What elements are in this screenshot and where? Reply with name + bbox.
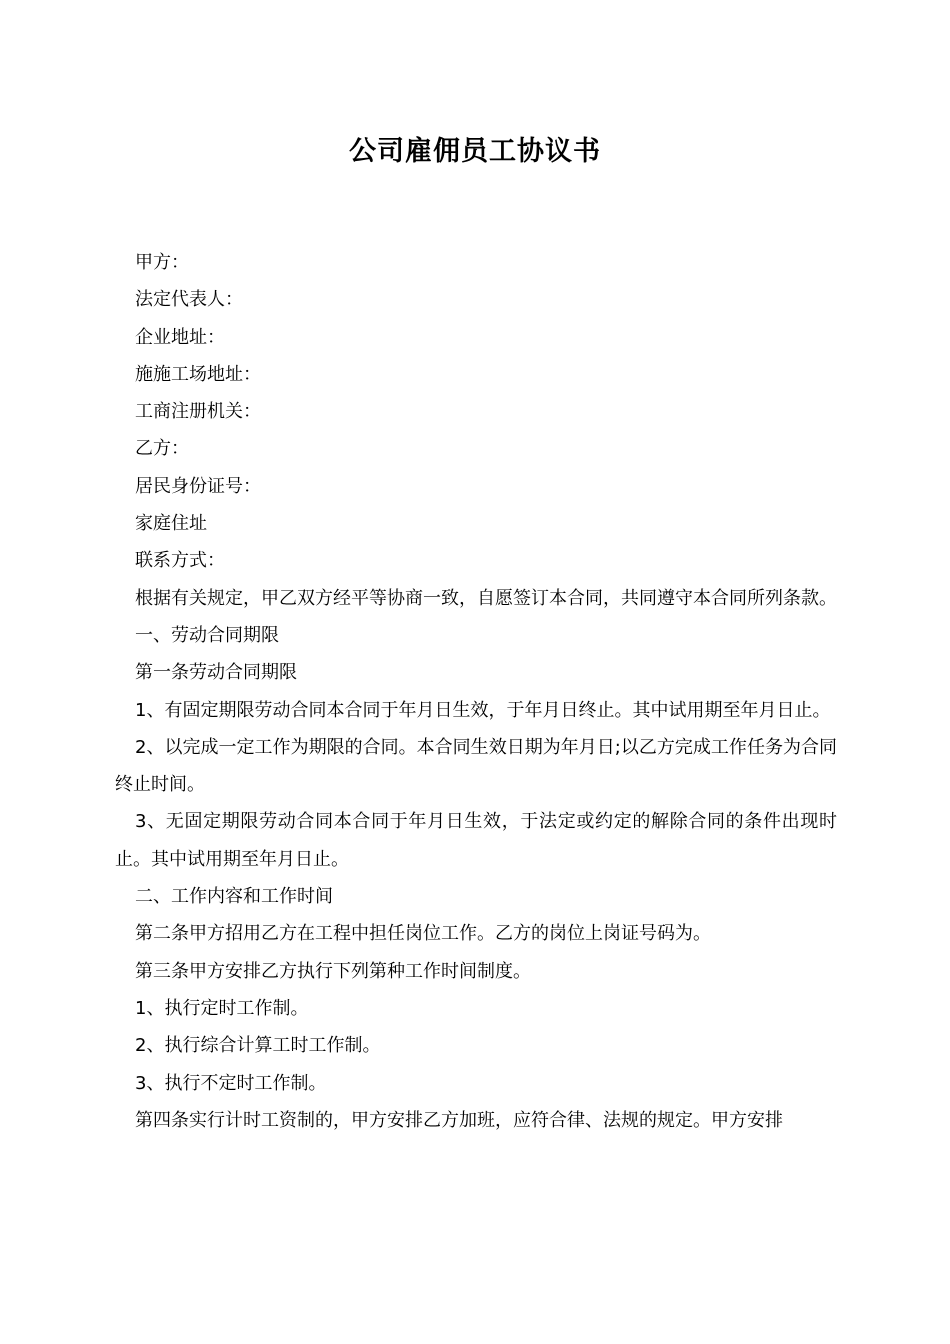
worksite-address-line: 施施工场地址： bbox=[135, 363, 261, 385]
home-address-line: 家庭住址 bbox=[135, 513, 207, 535]
section-heading-1: 一、劳动合同期限 bbox=[135, 624, 279, 646]
article-3-item-1: 1、执行定时工作制。 bbox=[135, 997, 309, 1019]
article-2-paragraph: 第二条甲方招用乙方在工程中担任岗位工作。乙方的岗位上岗证号码为。 bbox=[135, 923, 711, 945]
section-heading-2: 二、工作内容和工作时间 bbox=[135, 886, 333, 908]
contact-line: 联系方式： bbox=[135, 550, 225, 572]
company-address-line: 企业地址： bbox=[135, 326, 225, 348]
party-a-line: 甲方： bbox=[135, 252, 189, 273]
article-4-paragraph: 第四条实行计时工资制的，甲方安排乙方加班，应符合律、法规的规定。甲方安排 bbox=[135, 1109, 783, 1131]
legal-representative-line: 法定代表人： bbox=[135, 289, 243, 311]
document-body bbox=[115, 244, 837, 1139]
article-1-heading: 第一条劳动合同期限 bbox=[135, 662, 297, 684]
article-1-item-3: 3、无固定期限劳动合同本合同于年月日生效，于法定或约定的解除合同的条件出现时止。其中试用期至年月日止。 bbox=[115, 811, 837, 870]
article-1-item-2: 2、以完成一定工作为期限的合同。本合同生效日期为年月日;以乙方完成工作任务为合同终止时间。 bbox=[115, 736, 837, 796]
id-number-line: 居民身份证号： bbox=[135, 475, 261, 497]
article-3-item-2: 2、执行综合计算工时工作制。 bbox=[135, 1035, 381, 1057]
party-b-line: 乙方： bbox=[135, 438, 189, 460]
article-3-paragraph: 第三条甲方安排乙方执行下列第种工作时间制度。 bbox=[135, 960, 531, 982]
preamble-paragraph: 根据有关规定，甲乙双方经平等协商一致，自愿签订本合同，共同遵守本合同所列条款。 bbox=[135, 587, 837, 609]
document-title: 公司雇佣员工协议书 bbox=[349, 136, 601, 167]
article-3-item-3: 3、执行不定时工作制。 bbox=[135, 1072, 327, 1094]
article-1-item-1: 1、有固定期限劳动合同本合同于年月日生效，于年月日终止。其中试用期至年月日止。 bbox=[135, 699, 831, 721]
registration-authority-line: 工商注册机关： bbox=[135, 401, 261, 423]
